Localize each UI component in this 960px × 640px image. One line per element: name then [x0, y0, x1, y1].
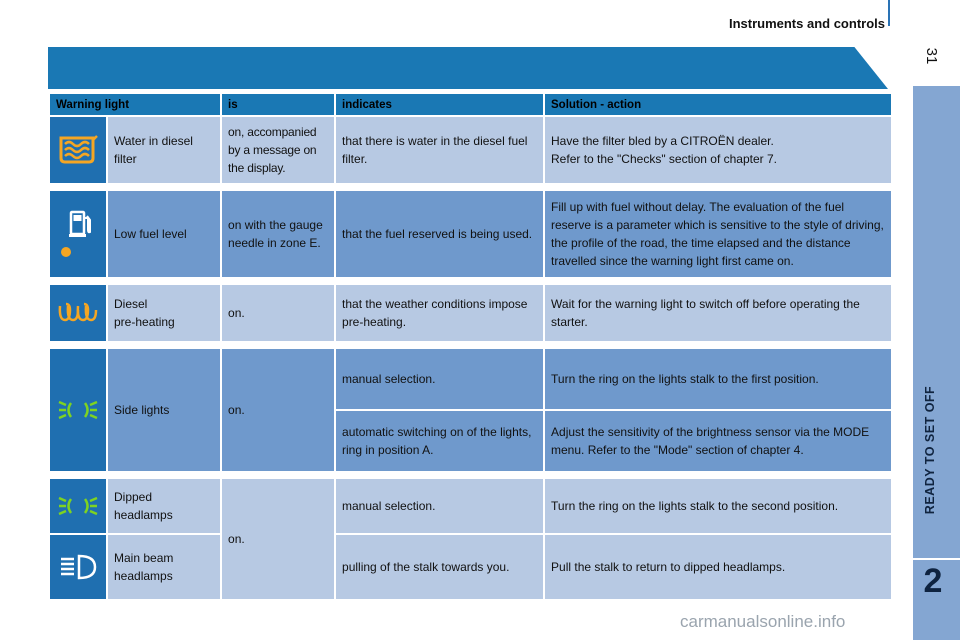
table-row: [49, 284, 892, 342]
side-lights-icon: [57, 395, 99, 425]
fuel-row-name: Low fuel level: [107, 190, 221, 278]
preheating-coil-icon: [57, 300, 99, 326]
chapter-title-text: READY TO SET OFF: [923, 385, 937, 515]
column-header-is: is: [221, 93, 335, 116]
fuel-row-is: on with the gauge needle in zone E.: [221, 190, 335, 278]
water-row-indicates: that there is water in the diesel fuel filter.: [335, 116, 544, 184]
main-row-icon-cell: [49, 534, 107, 600]
side-row-is: on.: [221, 348, 335, 472]
fuel-row-icon-cell: [49, 190, 107, 278]
side-row-solution-1: Turn the ring on the lights stalk to the first position.: [544, 348, 892, 410]
warning-lights-table: [48, 92, 893, 601]
dipped-row-solution: Turn the ring on the lights stalk to the second position.: [544, 478, 892, 534]
fuel-row-solution: Fill up with fuel without delay. The evaluation of the fuel reserve is a parameter which is sensitive to the style of driving, the profile of the road, the time elapsed and the distance travelled since the warning light first came on.: [544, 190, 892, 278]
water-row-name: Water in diesel filter: [107, 116, 221, 184]
table-row: [49, 478, 892, 534]
side-tab-divider: [913, 558, 960, 560]
preheat-row-is: on.: [221, 284, 335, 342]
dipped-headlamps-icon: [57, 491, 99, 521]
preheat-row-indicates: that the weather conditions impose pre-heating.: [335, 284, 544, 342]
section-header: Instruments and controls: [728, 16, 885, 31]
side-row-solution-2: Adjust the sensitivity of the brightness sensor via the MODE menu. Refer to the "Mode" section of chapter 4.: [544, 410, 892, 472]
column-header-warning-light: Warning light: [49, 93, 221, 116]
main-row-name: Main beam headlamps: [107, 534, 221, 600]
fuel-row-indicates: that the fuel reserved is being used.: [335, 190, 544, 278]
main-row-indicates: pulling of the stalk towards you.: [335, 534, 544, 600]
water-row-solution-line-2: Refer to the "Checks" section of chapter 7.: [551, 152, 777, 166]
dipped-row-name: Dipped headlamps: [107, 478, 221, 534]
low-fuel-icon: [57, 208, 99, 260]
table-row: [49, 190, 892, 278]
chapter-number: 2: [923, 562, 943, 600]
preheat-row-name: [107, 284, 221, 342]
title-banner: [48, 47, 888, 89]
preheat-row-solution: Wait for the warning light to switch off before operating the starter.: [544, 284, 892, 342]
chapter-title: [910, 350, 950, 550]
side-row-name: Side lights: [107, 348, 221, 472]
column-header-indicates: indicates: [335, 93, 544, 116]
table-row: [49, 534, 892, 600]
table-row: [49, 116, 892, 184]
main-beam-icon: [57, 552, 99, 582]
main-row-solution: Pull the stalk to return to dipped headlamps.: [544, 534, 892, 600]
dipped-row-icon-cell: [49, 478, 107, 534]
table-header-row: [49, 93, 892, 116]
side-row-icon-cell: [49, 348, 107, 472]
side-row-indicates-1: manual selection.: [335, 348, 544, 410]
preheat-row-icon-cell: [49, 284, 107, 342]
preheat-row-name-line-2: pre-heating: [114, 315, 175, 329]
dipped-main-is: on.: [221, 478, 335, 600]
water-row-solution-line-1: Have the filter bled by a CITROËN dealer.: [551, 134, 774, 148]
water-row-solution: [544, 116, 892, 184]
dipped-row-indicates: manual selection.: [335, 478, 544, 534]
water-row-icon-cell: [49, 116, 107, 184]
preheat-row-name-line-1: Diesel: [114, 297, 148, 311]
water-row-is: on, accompanied by a message on the display.: [221, 116, 335, 184]
table-row: [49, 348, 892, 410]
header-rule: [888, 0, 890, 26]
page-number: 31: [923, 47, 940, 65]
side-row-indicates-2: automatic switching on of the lights, ring in position A.: [335, 410, 544, 472]
watermark: carmanualsonline.info: [680, 612, 846, 631]
water-in-fuel-icon: [57, 132, 99, 168]
column-header-solution: Solution - action: [544, 93, 892, 116]
